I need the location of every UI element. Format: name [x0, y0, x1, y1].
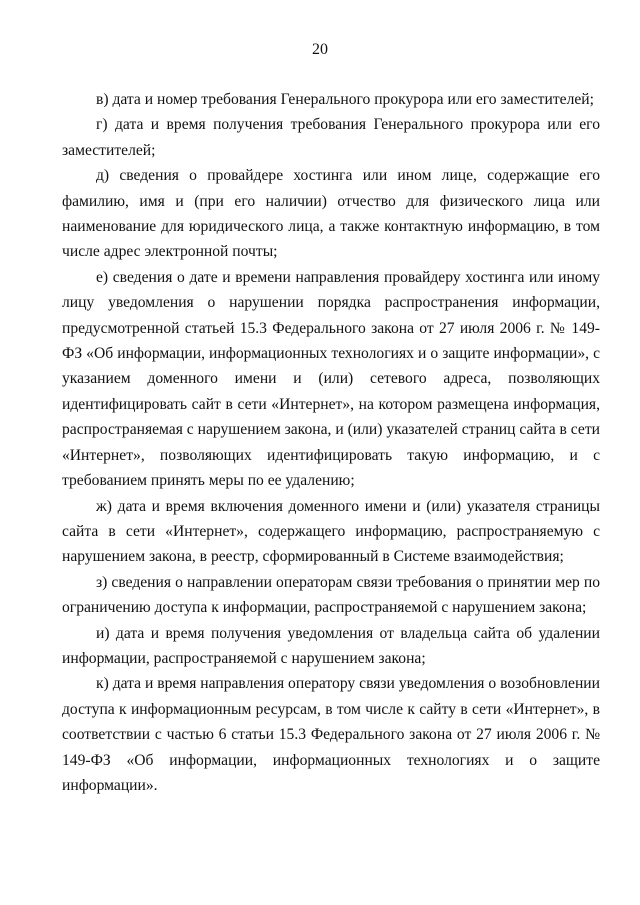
paragraph-z: з) сведения о направлении операторам связи требования о принятии мер по ограничению доступа к информации, распространяемой с нарушением закона;: [62, 573, 600, 617]
paragraph-d: д) сведения о провайдере хостинга или ином лице, содержащие его фамилию, имя и (при его наличии) отчество для физического лица или наименование для юридического лица, а также контактную информацию, в том числе адрес электронной почты;: [62, 167, 600, 261]
paragraph-e: е) сведения о дате и времени направления провайдеру хостинга или иному лицу уведомления о нарушении порядка распространения информации, предусмотренной статьей 15.3 Федерального закона от 27 июля 2006 г. № 149-ФЗ «Об информации, информационных технологиях и о защите информации», с указанием доменного имени и (или) сетевого адреса, позволяющих идентифицировать сайт в сети «Интернет», на котором размещена информация, распространяемая с нарушением закона, и (или) указателей страниц сайта в сети «Интернет», позволяющих идентифицировать такую информацию, и с требованием принять меры по ее удалению;: [62, 268, 600, 490]
paragraph-i: и) дата и время получения уведомления от владельца сайта об удалении информации, распространяемой с нарушением закона;: [62, 624, 600, 667]
paragraph-v: в) дата и номер требования Генерального прокурора или его заместителей;: [96, 91, 594, 108]
paragraph-g: г) дата и время получения требования Генерального прокурора или его заместителей;: [62, 116, 600, 159]
document-body: [62, 87, 600, 798]
paragraph-k: к) дата и время направления оператору связи уведомления о возобновлении доступа к информационным ресурсам, в том числе к сайту в сети «Интернет», в соответствии с частью 6 статьи 15.3 Федерального закона от 27 июля 2006 г. № 149-ФЗ «Об информации, информационных технологиях и о защите информации».: [62, 675, 600, 794]
paragraph-zh: ж) дата и время включения доменного имени и (или) указателя страницы сайта в сети «Интернет», содержащего информацию, распространяемую с нарушением закона, в реестр, сформированный в Системе взаимодействия;: [62, 497, 600, 566]
page-number: 20: [312, 41, 328, 58]
